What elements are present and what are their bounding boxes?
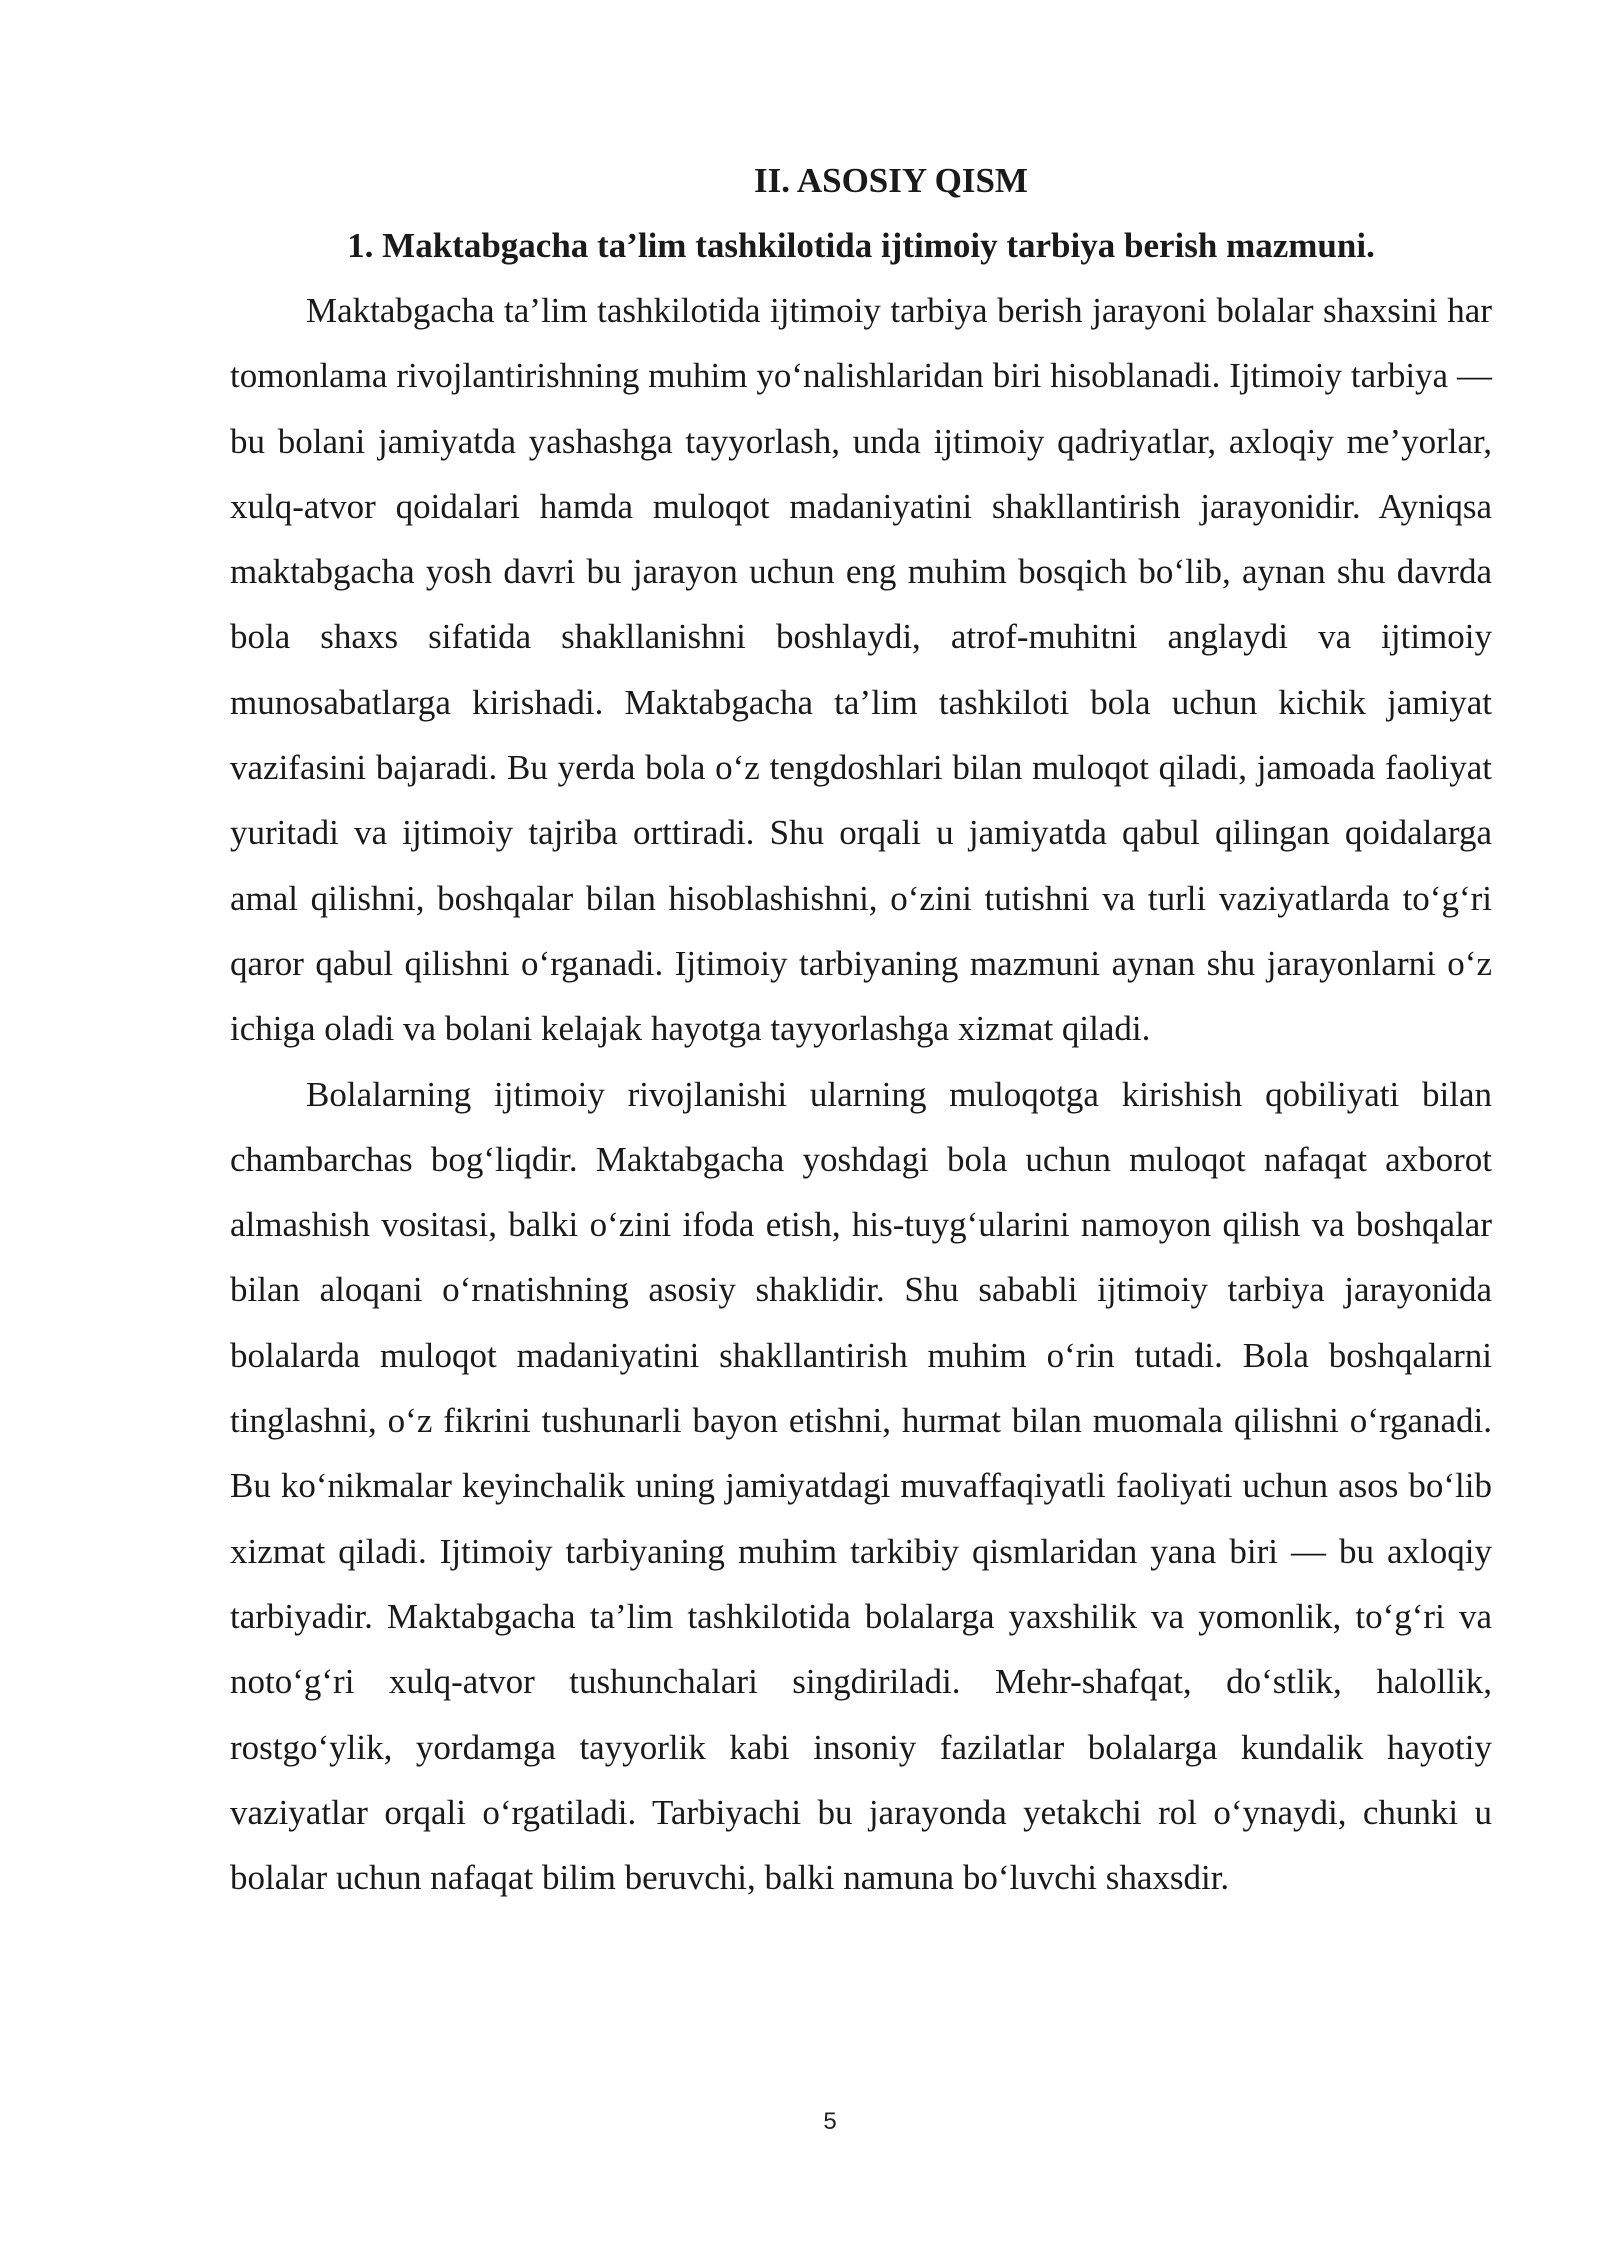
- paragraph-2: Bolalarning ijtimoiy rivojlanishi ularning muloqotga kirishish qobiliyati bilan chambarchas bog‘liqdir. Maktabgacha yoshdagi bola uchun muloqot nafaqat axborot almashish vositasi, balki o‘zini ifoda etish, his-tuyg‘ularini namoyon qilish va boshqalar bilan aloqani o‘rnatishning asosiy shaklidir. Shu sababli ijtimoiy tarbiya jarayonida bolalarda muloqot madaniyatini shakllantirish muhim o‘rin tutadi. Bola boshqalarni tinglashni, o‘z fikrini tushunarli bayon etishni, hurmat bilan muomala qilishni o‘rganadi. Bu ko‘nikmalar keyinchalik uning jamiyatdagi muvaffaqiyatli faoliyati uchun asos bo‘lib xizmat qiladi. Ijtimoiy tarbiyaning muhim tarkibiy qismlaridan yana biri — bu axloqiy tarbiyadir. Maktabgacha ta’lim tashkilotida bolalarga yaxshilik va yomonlik, to‘g‘ri va noto‘g‘ri xulq-atvor tushunchalari singdiriladi. Mehr-shafqat, do‘stlik, halollik, rostgo‘ylik, yordamga tayyorlik kabi insoniy fazilatlar bolalarga kundalik hayotiy vaziyatlar orqali o‘rgatiladi. Tarbiyachi bu jarayonda yetakchi rol o‘ynaydi, chunki u bolalar uchun nafaqat bilim beruvchi, balki namuna bo‘luvchi shaxsdir.: [230, 1074, 1492, 1898]
- paragraph-1: Maktabgacha ta’lim tashkilotida ijtimoiy tarbiya berish jarayoni bolalar shaxsini har tomonlama rivojlantirishning muhim yo‘nalishlaridan biri hisoblanadi. Ijtimoiy tarbiya — bu bolani jamiyatda yashashga tayyorlash, unda ijtimoiy qadriyatlar, axloqiy me’yorlar, xulq-atvor qoidalari hamda muloqot madaniyatini shakllantirish jarayonidir. Ayniqsa maktabgacha yosh davri bu jarayon uchun eng muhim bosqich bo‘lib, aynan shu davrda bola shaxs sifatida shakllanishni boshlaydi, atrof-muhitni anglaydi va ijtimoiy munosabatlarga kirishadi. Maktabgacha ta’lim tashkiloti bola uchun kichik jamiyat vazifasini bajaradi. Bu yerda bola o‘z tengdoshlari bilan muloqot qiladi, jamoada faoliyat yuritadi va ijtimoiy tajriba orttiradi. Shu orqali u jamiyatda qabul qilingan qoidalarga amal qilishni, boshqalar bilan hisoblashishni, o‘zini tutishni va turli vaziyatlarda to‘g‘ri qaror qabul qilishni o‘rganadi. Ijtimoiy tarbiyaning mazmuni aynan shu jarayonlarni o‘z ichiga oladi va bolani kelajak hayotga tayyorlashga xizmat qiladi.: [230, 291, 1492, 1049]
- section-title: II. ASOSIY QISM: [754, 161, 1028, 200]
- page-content: [230, 148, 1492, 1910]
- page-number: 5: [823, 2108, 837, 2135]
- subsection-title: 1. Maktabgacha ta’lim tashkilotida ijtimoiy tarbiya berish mazmuni.: [347, 226, 1375, 265]
